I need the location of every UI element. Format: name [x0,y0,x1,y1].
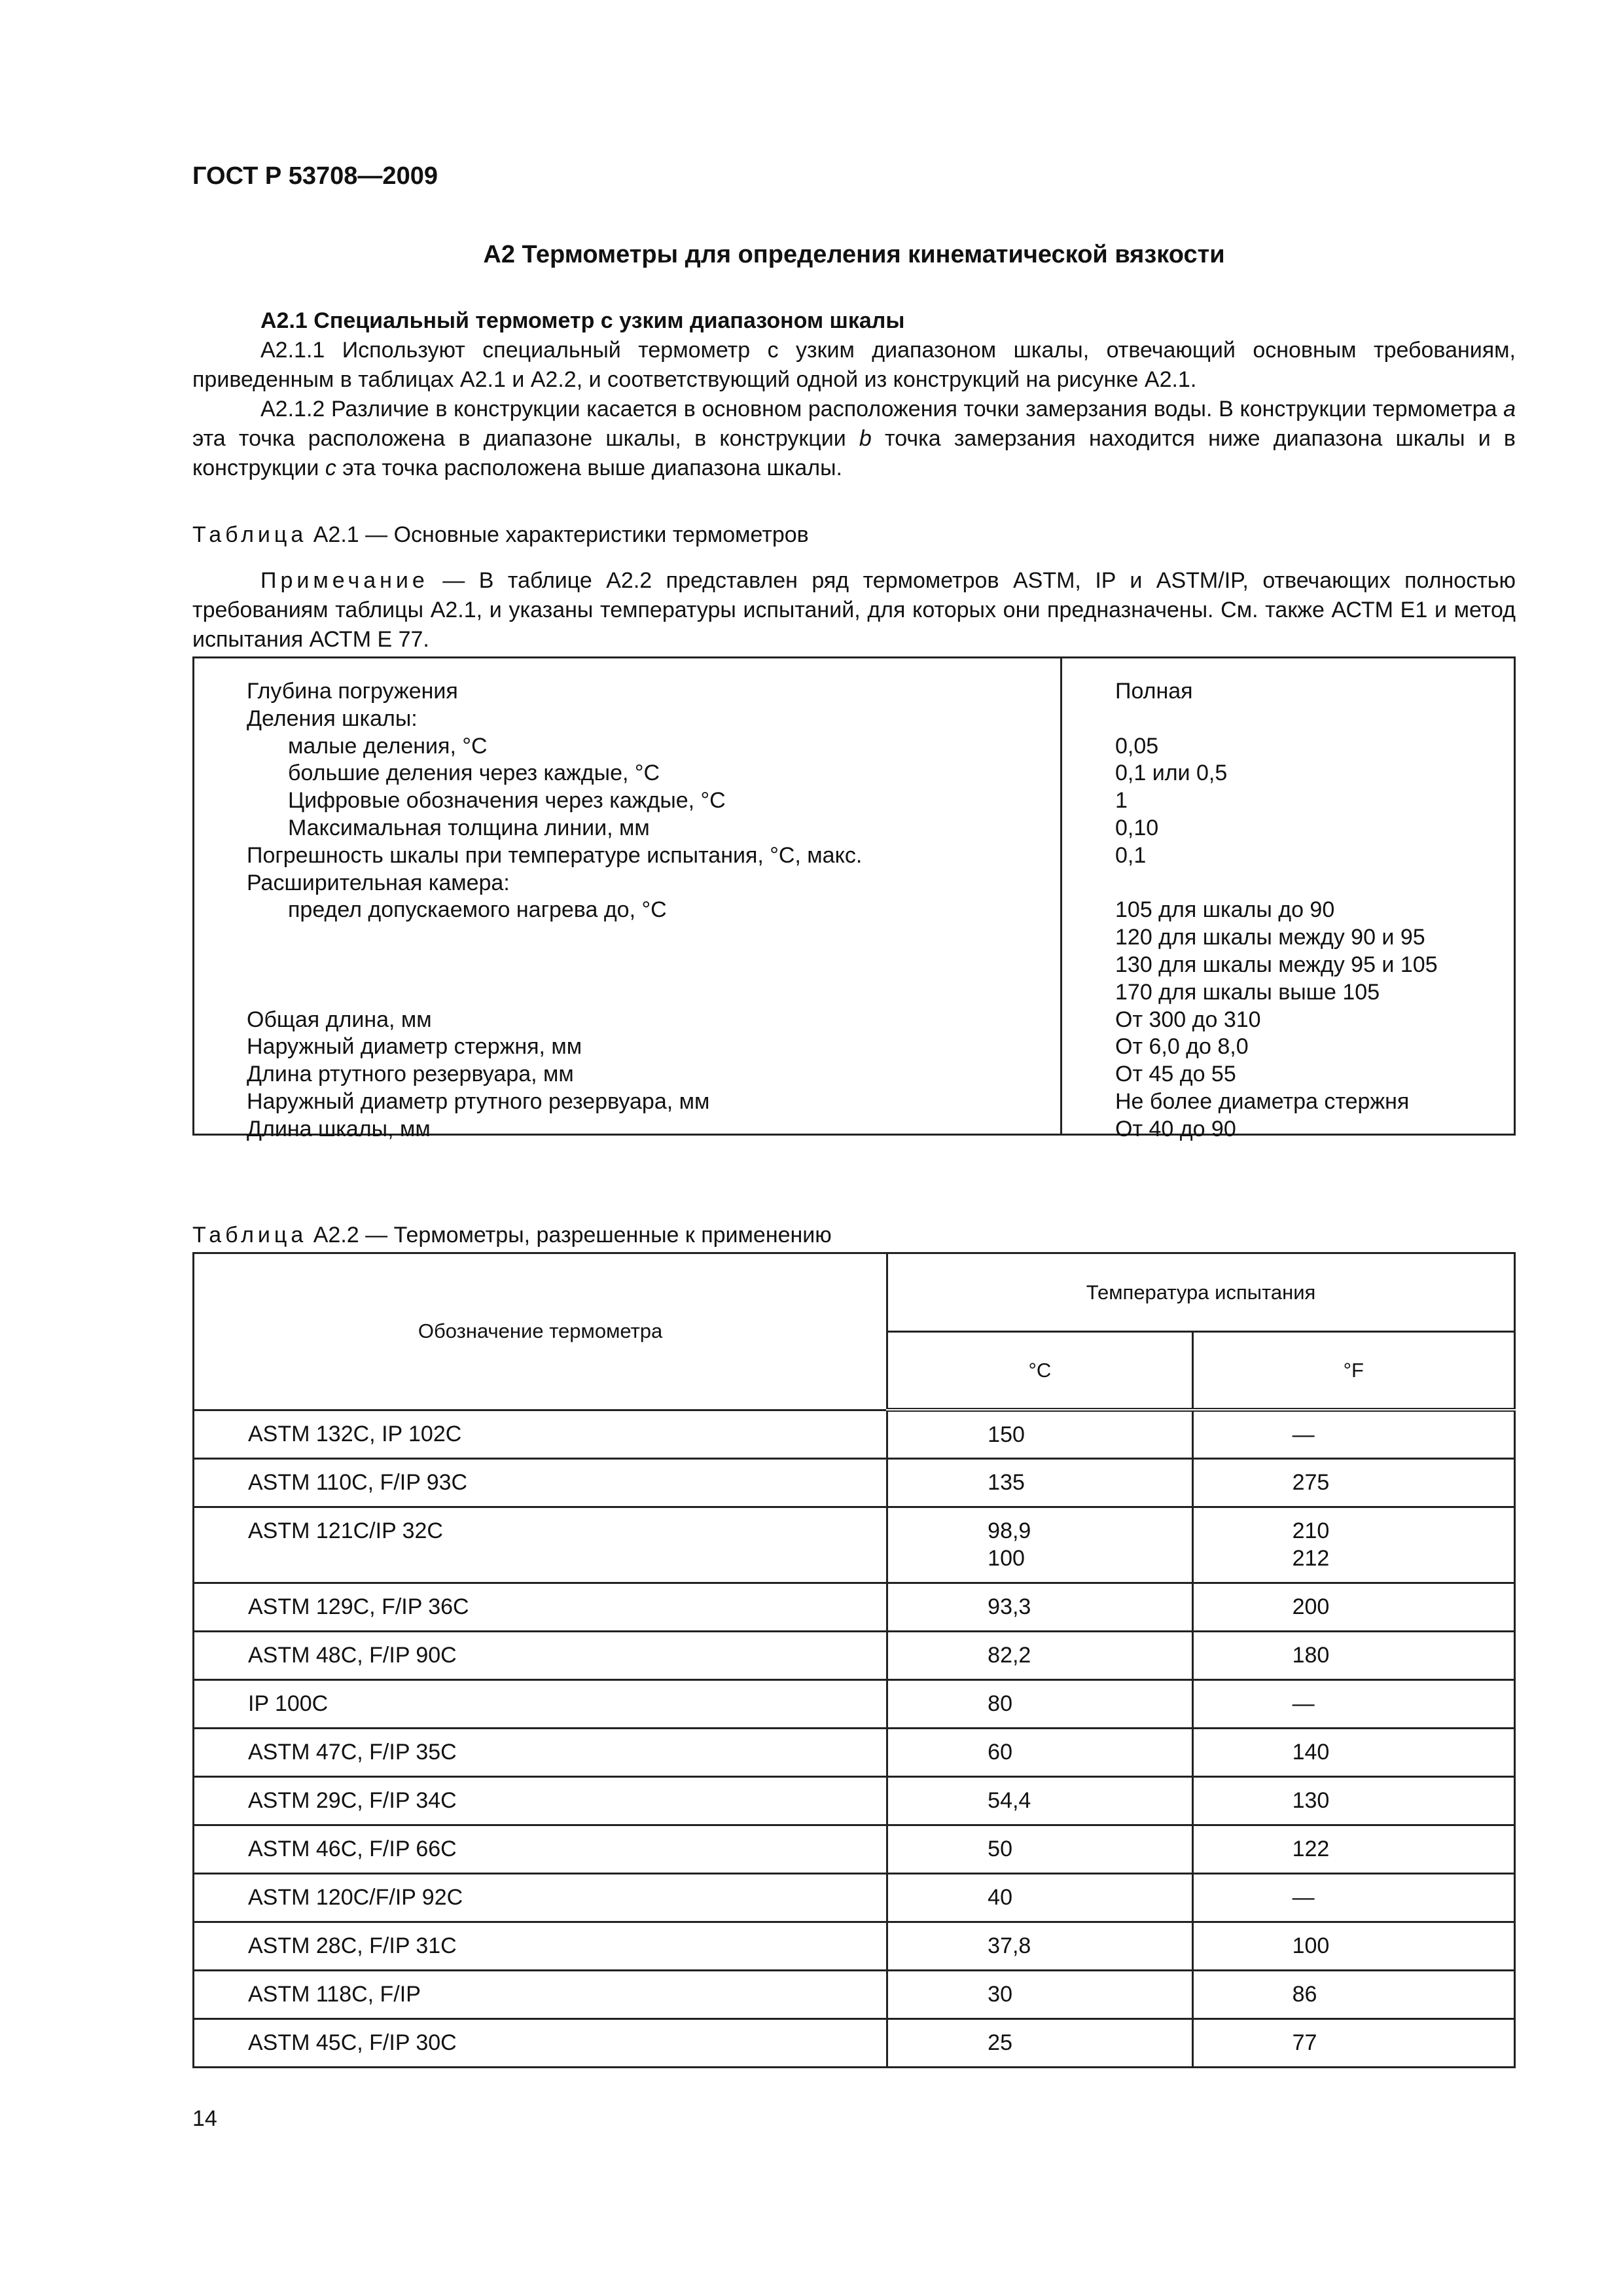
temp-c: 50 [887,1825,1192,1873]
table-row [247,787,1514,815]
temp-f: — [1192,1679,1514,1728]
temp-c: 40 [887,1873,1192,1922]
row-label: Глубина погружения [247,679,458,704]
row-value: Полная [1115,679,1193,704]
design-b-var: b [859,426,872,451]
thermometer-name: ASTM 29C, F/IP 34C [194,1776,887,1825]
temp-f: 275 [1192,1458,1514,1507]
thermometer-name: ASTM 120C/F/IP 92C [194,1873,887,1922]
table-row [194,1458,1515,1507]
row-value: 0,05 [1115,733,1159,759]
row-label: предел допускаемого нагрева до, °С [288,897,667,923]
thermometer-name: ASTM 121C/IP 32C [194,1507,887,1583]
table-row [194,1631,1515,1679]
table-a2-1 [192,656,1516,1141]
table-row [194,1776,1515,1825]
row-label: большие деления через каждые, °С [288,761,660,786]
temp-c: 54,4 [887,1776,1192,1825]
temp-c: 37,8 [887,1922,1192,1970]
temp-c: 30 [887,1970,1192,2018]
row-value: От 45 до 55 [1115,1062,1236,1087]
table1-caption [192,520,1516,550]
thermometer-name: ASTM 132C, IP 102C [194,1410,887,1458]
row-label: Расширительная камера: [247,870,510,895]
thermometer-name: ASTM 46C, F/IP 66C [194,1825,887,1873]
table-row [194,1507,1515,1583]
temp-c: 80 [887,1679,1192,1728]
table-row [194,1922,1515,1970]
temp-f: 100 [1192,1922,1514,1970]
temp-c [887,1507,1192,1583]
row-value: От 40 до 90 [1115,1116,1236,1141]
thermometer-name: ASTM 118C, F/IP [194,1970,887,2018]
temp-f: 86 [1192,1970,1514,2018]
note-text: — В таблице А2.2 представлен ряд термометров ASTM, IP и ASTM/IP, отвечающих полностью требованиям таблицы А2.1, и указаны температуры испытаний, для которых они предназначены. См. также АСТМ Е1 и метод испытания АСТМ Е 77. [192,568,1516,652]
temp-c: 150 [887,1410,1192,1458]
paragraph-a2-1-2-part4: эта точка расположена выше диапазона шкалы. [336,456,842,480]
row-value: 170 для шкалы выше 105 [1115,979,1380,1005]
table-row [194,1679,1515,1728]
paragraph-a2-1-2-part1: А2.1.2 Различие в конструкции касается в основном расположения точки замерзания воды. В конструкции термометра [260,397,1504,422]
thermometer-name: ASTM 45C, F/IP 30C [194,2018,887,2067]
header-thermometer-name: Обозначение термометра [194,1253,887,1410]
table-row [247,1088,1514,1116]
table1-caption-label: Таблица [192,522,308,547]
header-celsius: °С [887,1332,1192,1410]
thermometer-name: ASTM 129C, F/IP 36C [194,1583,887,1631]
table-row [194,1410,1515,1458]
temp-f-line1: 210 [1292,1518,1330,1543]
temp-f: — [1192,1410,1514,1458]
table-row [247,952,1514,979]
table1-note-paragraph [192,566,1516,655]
row-value: 0,1 или 0,5 [1115,761,1228,786]
design-a-var: а [1503,397,1516,422]
table-row [247,870,1514,897]
row-label: Погрешность шкалы при температуре испытания, °С, макс. [247,842,863,868]
paragraph-a2-1-1: А2.1.1 Используют специальный термометр с узким диапазоном шкалы, отвечающий основным требованиям, приведенным в таблицах А2.1 и А2.2, и соответствующий одной из конструкций на рисунке А2.1. [192,338,1516,392]
row-label: Максимальная толщина линии, мм [288,815,650,840]
table-row [194,1873,1515,1922]
temp-c-line1: 98,9 [988,1518,1031,1543]
header-fahrenheit: °F [1192,1332,1514,1410]
row-value: 0,1 [1115,842,1147,868]
thermometer-name: ASTM 110C, F/IP 93C [194,1458,887,1507]
temp-f: 77 [1192,2018,1514,2067]
row-value: 120 для шкалы между 90 и 95 [1115,925,1425,950]
table2-caption [192,1223,832,1248]
temp-f: 140 [1192,1728,1514,1776]
table-row [247,1116,1514,1143]
temp-c: 25 [887,2018,1192,2067]
table-row [247,897,1514,924]
table-row [247,979,1514,1007]
row-label: малые деления, °С [288,733,488,759]
temp-f-line2: 212 [1292,1545,1330,1571]
table-row [247,706,1514,733]
table-row [247,815,1514,842]
table1-caption-text: А2.1 — Основные характеристики термометров [307,522,809,547]
table-row [194,1825,1515,1873]
temp-c: 60 [887,1728,1192,1776]
row-label: Длина шкалы, мм [247,1116,431,1141]
header-test-temperature: Температура испытания [887,1253,1515,1332]
subsection-heading: А2.1 Специальный термометр с узким диапазоном шкалы [260,308,905,333]
paragraph-a2-1-2-part2: эта точка расположена в диапазоне шкалы, в конструкции [192,426,859,451]
temp-f: 130 [1192,1776,1514,1825]
subsection-body [192,306,1516,483]
table-row [247,924,1514,952]
row-label: Деления шкалы: [247,706,418,731]
thermometer-name: ASTM 28C, F/IP 31C [194,1922,887,1970]
section-title: А2 Термометры для определения кинематической вязкости [483,241,1225,268]
row-label: Наружный диаметр ртутного резервуара, мм [247,1088,710,1114]
table-row [247,1033,1514,1061]
table-a2-1-rows [247,678,1514,1143]
row-value: От 6,0 до 8,0 [1115,1034,1249,1060]
temp-c-line2: 100 [988,1545,1025,1571]
document-id: ГОСТ Р 53708—2009 [192,162,438,190]
row-label: Длина ртутного резервуара, мм [247,1062,574,1087]
table-row [194,2018,1515,2067]
temp-c: 93,3 [887,1583,1192,1631]
design-c-var: с [325,456,336,480]
page-number: 14 [192,2106,217,2131]
table-row [247,1007,1514,1034]
table1-note [192,566,1516,655]
thermometer-name: ASTM 48C, F/IP 90C [194,1631,887,1679]
table2-caption-label: Таблица [192,1223,308,1247]
table-row [194,1970,1515,2018]
row-value: Не более диаметра стержня [1115,1088,1410,1114]
table-row [194,1728,1515,1776]
paragraph-a2-1-2-part3: точка замерзания находится ниже диапазона шкалы и в конструкции [192,426,1516,480]
note-label: Примечание [260,568,429,593]
temp-f: 200 [1192,1583,1514,1631]
row-label: Цифровые обозначения через каждые, °С [288,788,726,814]
temp-c: 82,2 [887,1631,1192,1679]
row-value: От 300 до 310 [1115,1007,1261,1032]
row-label: Наружный диаметр стержня, мм [247,1034,582,1060]
table-row [194,1583,1515,1631]
row-value: 1 [1115,788,1128,814]
row-label: Общая длина, мм [247,1007,432,1032]
paragraph-a2-1-2 [192,395,1516,483]
table-row [247,1061,1514,1088]
row-value: 0,10 [1115,815,1159,840]
temp-f [1192,1507,1514,1583]
table-row [247,678,1514,706]
row-value: 130 для шкалы между 95 и 105 [1115,952,1438,977]
temp-f: 122 [1192,1825,1514,1873]
table-row [247,842,1514,870]
temp-c: 135 [887,1458,1192,1507]
temp-f: 180 [1192,1631,1514,1679]
table-a2-2 [192,1252,1516,2068]
table-row [247,760,1514,787]
temp-f: — [1192,1873,1514,1922]
row-value: 105 для шкалы до 90 [1115,897,1335,923]
table-row [247,733,1514,761]
table2-caption-text: А2.2 — Термометры, разрешенные к применению [307,1223,832,1247]
thermometer-name: ASTM 47C, F/IP 35C [194,1728,887,1776]
thermometer-name: IP 100C [194,1679,887,1728]
